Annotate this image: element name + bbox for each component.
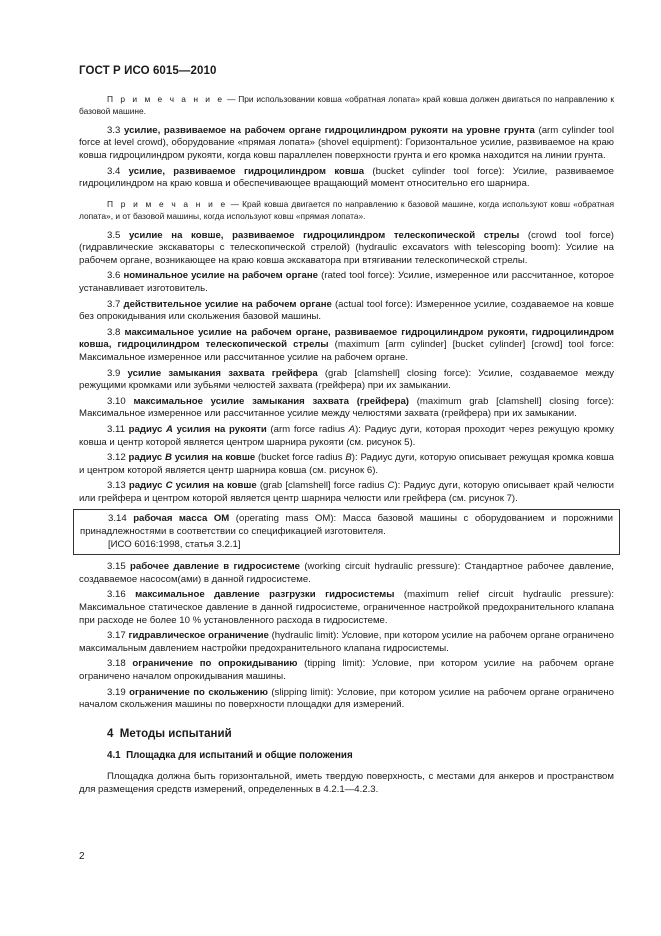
- section-number: 4: [107, 727, 114, 740]
- section-title: Методы испытаний: [119, 727, 232, 740]
- definition-text: (rated tool force): Усилие, измеренное или рассчитанное, которое устанавливает изготовитель.: [79, 270, 615, 294]
- clause-number: 3.11: [107, 423, 125, 435]
- definition-3-7: [79, 299, 614, 324]
- clause-number: 3.7: [107, 298, 121, 310]
- term: усилие, развиваемое на рабочем органе гидроцилиндром рукояти на уровне грунта: [123, 124, 535, 136]
- definition-text: (maximum relief circuit hydraulic pressure): Максимальное статическое давление в данной гидросистеме, ограниченное настройкой предохранительного клапана при расходе не более 10 % установленного расхода в гидросистеме.: [79, 589, 614, 626]
- definition-3-5: [79, 230, 614, 268]
- note-label: П р и м е ч а н и е: [107, 94, 225, 104]
- subsection-number: 4.1: [107, 750, 121, 762]
- term: ограничение по опрокидыванию: [132, 658, 298, 670]
- term-part: усилия на ковше: [172, 480, 257, 492]
- definition-3-13: [79, 480, 614, 505]
- term-part: радиус: [128, 423, 166, 435]
- definition-text: (maximum grab [clamshell] closing force): Максимальное измеренное или рассчитанное усилие между челюстями захвата (грейфера) при их замыкании.: [79, 395, 615, 420]
- term-part: радиус: [128, 480, 166, 492]
- text-variable: A: [348, 423, 356, 435]
- source-reference: [ИСО 6016:1998, статья 3.2.1]: [108, 538, 241, 550]
- definition-3-17: [79, 630, 614, 655]
- clause-number: 3.18: [107, 658, 126, 670]
- subsection-title: Площадка для испытаний и общие положения: [126, 750, 353, 762]
- clause-number: 3.17: [107, 630, 126, 642]
- paragraph: Площадка должна быть горизонтальной, иметь твердую поверхность, с местами для анкеров и пространством для размещения средств измерений, определенных в 4.2.1—4.2.3.: [79, 770, 614, 795]
- term-part: радиус: [128, 452, 165, 464]
- definition-text: ): Радиус дуги, которую описывает режущая кромка ковша и центром которой является центр шарнира ковша (см. рисунок 6).: [79, 452, 615, 476]
- term-variable: В: [164, 452, 172, 464]
- clause-number: 3.15: [107, 561, 126, 573]
- term: рабочее давление в гидросистеме: [130, 561, 300, 573]
- section-heading: [107, 728, 614, 741]
- term: максимальное усилие на рабочем органе, развиваемое гидроцилиндром рукояти, гидроцилиндром ковша, гидроцилиндром телескопической стрелы: [79, 326, 614, 351]
- clause-number: 3.14: [108, 513, 127, 525]
- definition-text: (bucket cylinder tool force): Усилие, развиваемое гидроцилиндром на краю ковша и обеспечивающее вращающий момент относительно его шарнира.: [79, 165, 614, 190]
- clause-number: 3.12: [107, 452, 126, 464]
- definition-text: (crowd tool force) (гидравлические экскаваторы с телескопической стрелой) (hydraulic excavators with telescoping boom): Усилие на рабочем органе, возникающее на краю ковша экскаватора при втягивании телескопической стрелы.: [79, 229, 614, 266]
- term: номинальное усилие на рабочем органе: [123, 270, 318, 282]
- definition-text: (actual tool force): Измеренное усилие, создаваемое на ковше без опрокидывания или скольжения базовой машины.: [79, 298, 615, 323]
- definition-text: (operating mass OM): Масса базовой машины с оборудованием и порожними принадлежностями в соответствии со спецификацией изготовителя.: [80, 513, 614, 538]
- clause-number: 3.16: [107, 589, 126, 601]
- term: усилие, развиваемое гидроцилиндром ковша: [128, 165, 365, 177]
- clause-number: 3.13: [107, 480, 126, 492]
- definition-3-15: [79, 561, 614, 586]
- definition-text: (maximum [arm cylinder] [bucket cylinder] [crowd] tool force: Максимальное измеренное или рассчитанное усилие на рабочем органе.: [79, 339, 614, 363]
- term: [129, 424, 267, 435]
- term: усилие замыкания захвата грейфера: [127, 367, 318, 379]
- definition-text: (grab [clamshell] closing force): Усилие, создаваемое между режущими кромками или зубьями челюстей захвата (грейфера) при их замыкании.: [79, 367, 614, 392]
- note: [79, 93, 614, 118]
- page-number: 2: [79, 851, 85, 862]
- clause-number: 3.3: [107, 124, 121, 136]
- definition-text: (bucket force radius: [255, 452, 346, 464]
- term: усилие на ковше, развиваемое гидроцилиндром телескопической стрелы: [128, 229, 520, 241]
- definition-3-6: [79, 270, 614, 295]
- note-label: П р и м е ч а н и е: [107, 198, 228, 209]
- definition-3-4: [79, 166, 614, 191]
- clause-number: 3.4: [107, 165, 121, 177]
- boxed-definition: [73, 509, 620, 555]
- term-part: усилия на рукояти: [172, 423, 267, 435]
- term: максимальное усилие замыкания захвата (грейфера): [133, 395, 409, 407]
- definition-3-12: [79, 452, 614, 477]
- definition-3-10: [79, 396, 614, 421]
- document-body: [79, 93, 614, 799]
- definition-3-14: [80, 513, 613, 538]
- term: рабочая масса ОМ: [133, 513, 230, 525]
- definition-text: (slipping limit): Условие, при котором усилие на рабочем органе ограничено началом скольжения машины по поверхности площадки для измерений.: [79, 686, 614, 711]
- definition-text: ): Радиус дуги, которую описывает край челюсти или грейфера и центром которой является центр шарнира челюсти или грейфера (см. рисунок 7).: [79, 480, 615, 504]
- definition-3-8: [79, 327, 614, 365]
- term-variable: С: [165, 480, 173, 492]
- term: [129, 452, 256, 463]
- definition-text: (arm force radius: [266, 423, 349, 435]
- clause-number: 3.5: [107, 229, 121, 241]
- text-variable: C: [387, 480, 395, 492]
- definition-3-16: [79, 589, 614, 627]
- term-variable: А: [165, 423, 173, 435]
- definition-text: (hydraulic limit): Условие, при котором усилие на рабочем органе ограничено максимальным давлением настройки предохранительного клапана гидросистемы.: [79, 630, 614, 654]
- clause-number: 3.9: [107, 367, 121, 379]
- definition-text: (tipping limit): Условие, при котором усилие на рабочем органе ограничено началом опрокидывания машины.: [79, 658, 614, 682]
- text-variable: B: [345, 452, 352, 464]
- definition-text: ): Радиус дуги, которая проходит через режущую кромку ковша и центр которой является центром шарнира рукояти (см. рисунок 5).: [79, 423, 615, 448]
- definition-text: (working circuit hydraulic pressure): Стандартное рабочее давление, создаваемое насосом(ами) в данной гидросистеме.: [79, 561, 614, 585]
- definition-text: (arm cylinder tool force at level crowd), оборудование «прямая лопата» (shovel equipment): Горизонтальное усилие, развиваемое на краю ковша гидроцилиндром рукояти, когда ковш параллелен поверхности грунта и его кромка находится на линии грунта.: [79, 124, 614, 161]
- document-header: ГОСТ Р ИСО 6015—2010: [79, 65, 217, 77]
- term-part: усилия на ковше: [171, 452, 256, 464]
- clause-number: 3.10: [107, 395, 126, 407]
- term: ограничение по скольжению: [129, 686, 268, 698]
- clause-number: 3.6: [107, 270, 121, 282]
- subsection-heading: [107, 750, 614, 763]
- definition-3-18: [79, 658, 614, 683]
- term: максимальное давление разгрузки гидросистемы: [135, 589, 395, 601]
- definition-3-11: [79, 424, 614, 449]
- definition-3-9: [79, 368, 614, 393]
- clause-number: 3.19: [107, 686, 126, 698]
- definition-3-19: [79, 687, 614, 712]
- note: [79, 198, 614, 223]
- term: гидравлическое ограничение: [128, 630, 269, 642]
- note-text: — При использовании ковша «обратная лопата» край ковша должен двигаться по направлению к базовой машине.: [79, 94, 614, 117]
- definition-3-3: [79, 125, 614, 163]
- clause-number: 3.8: [107, 326, 121, 338]
- note-text: — Край ковша двигается по направлению к базовой машине, когда используют ковш «обратная лопата», и от базовой машины, когда используют ковш «прямая лопата».: [79, 198, 615, 222]
- term: [129, 480, 257, 491]
- term: действительное усилие на рабочем органе: [123, 298, 332, 310]
- definition-text: (grab [clamshell] force radius: [256, 480, 388, 492]
